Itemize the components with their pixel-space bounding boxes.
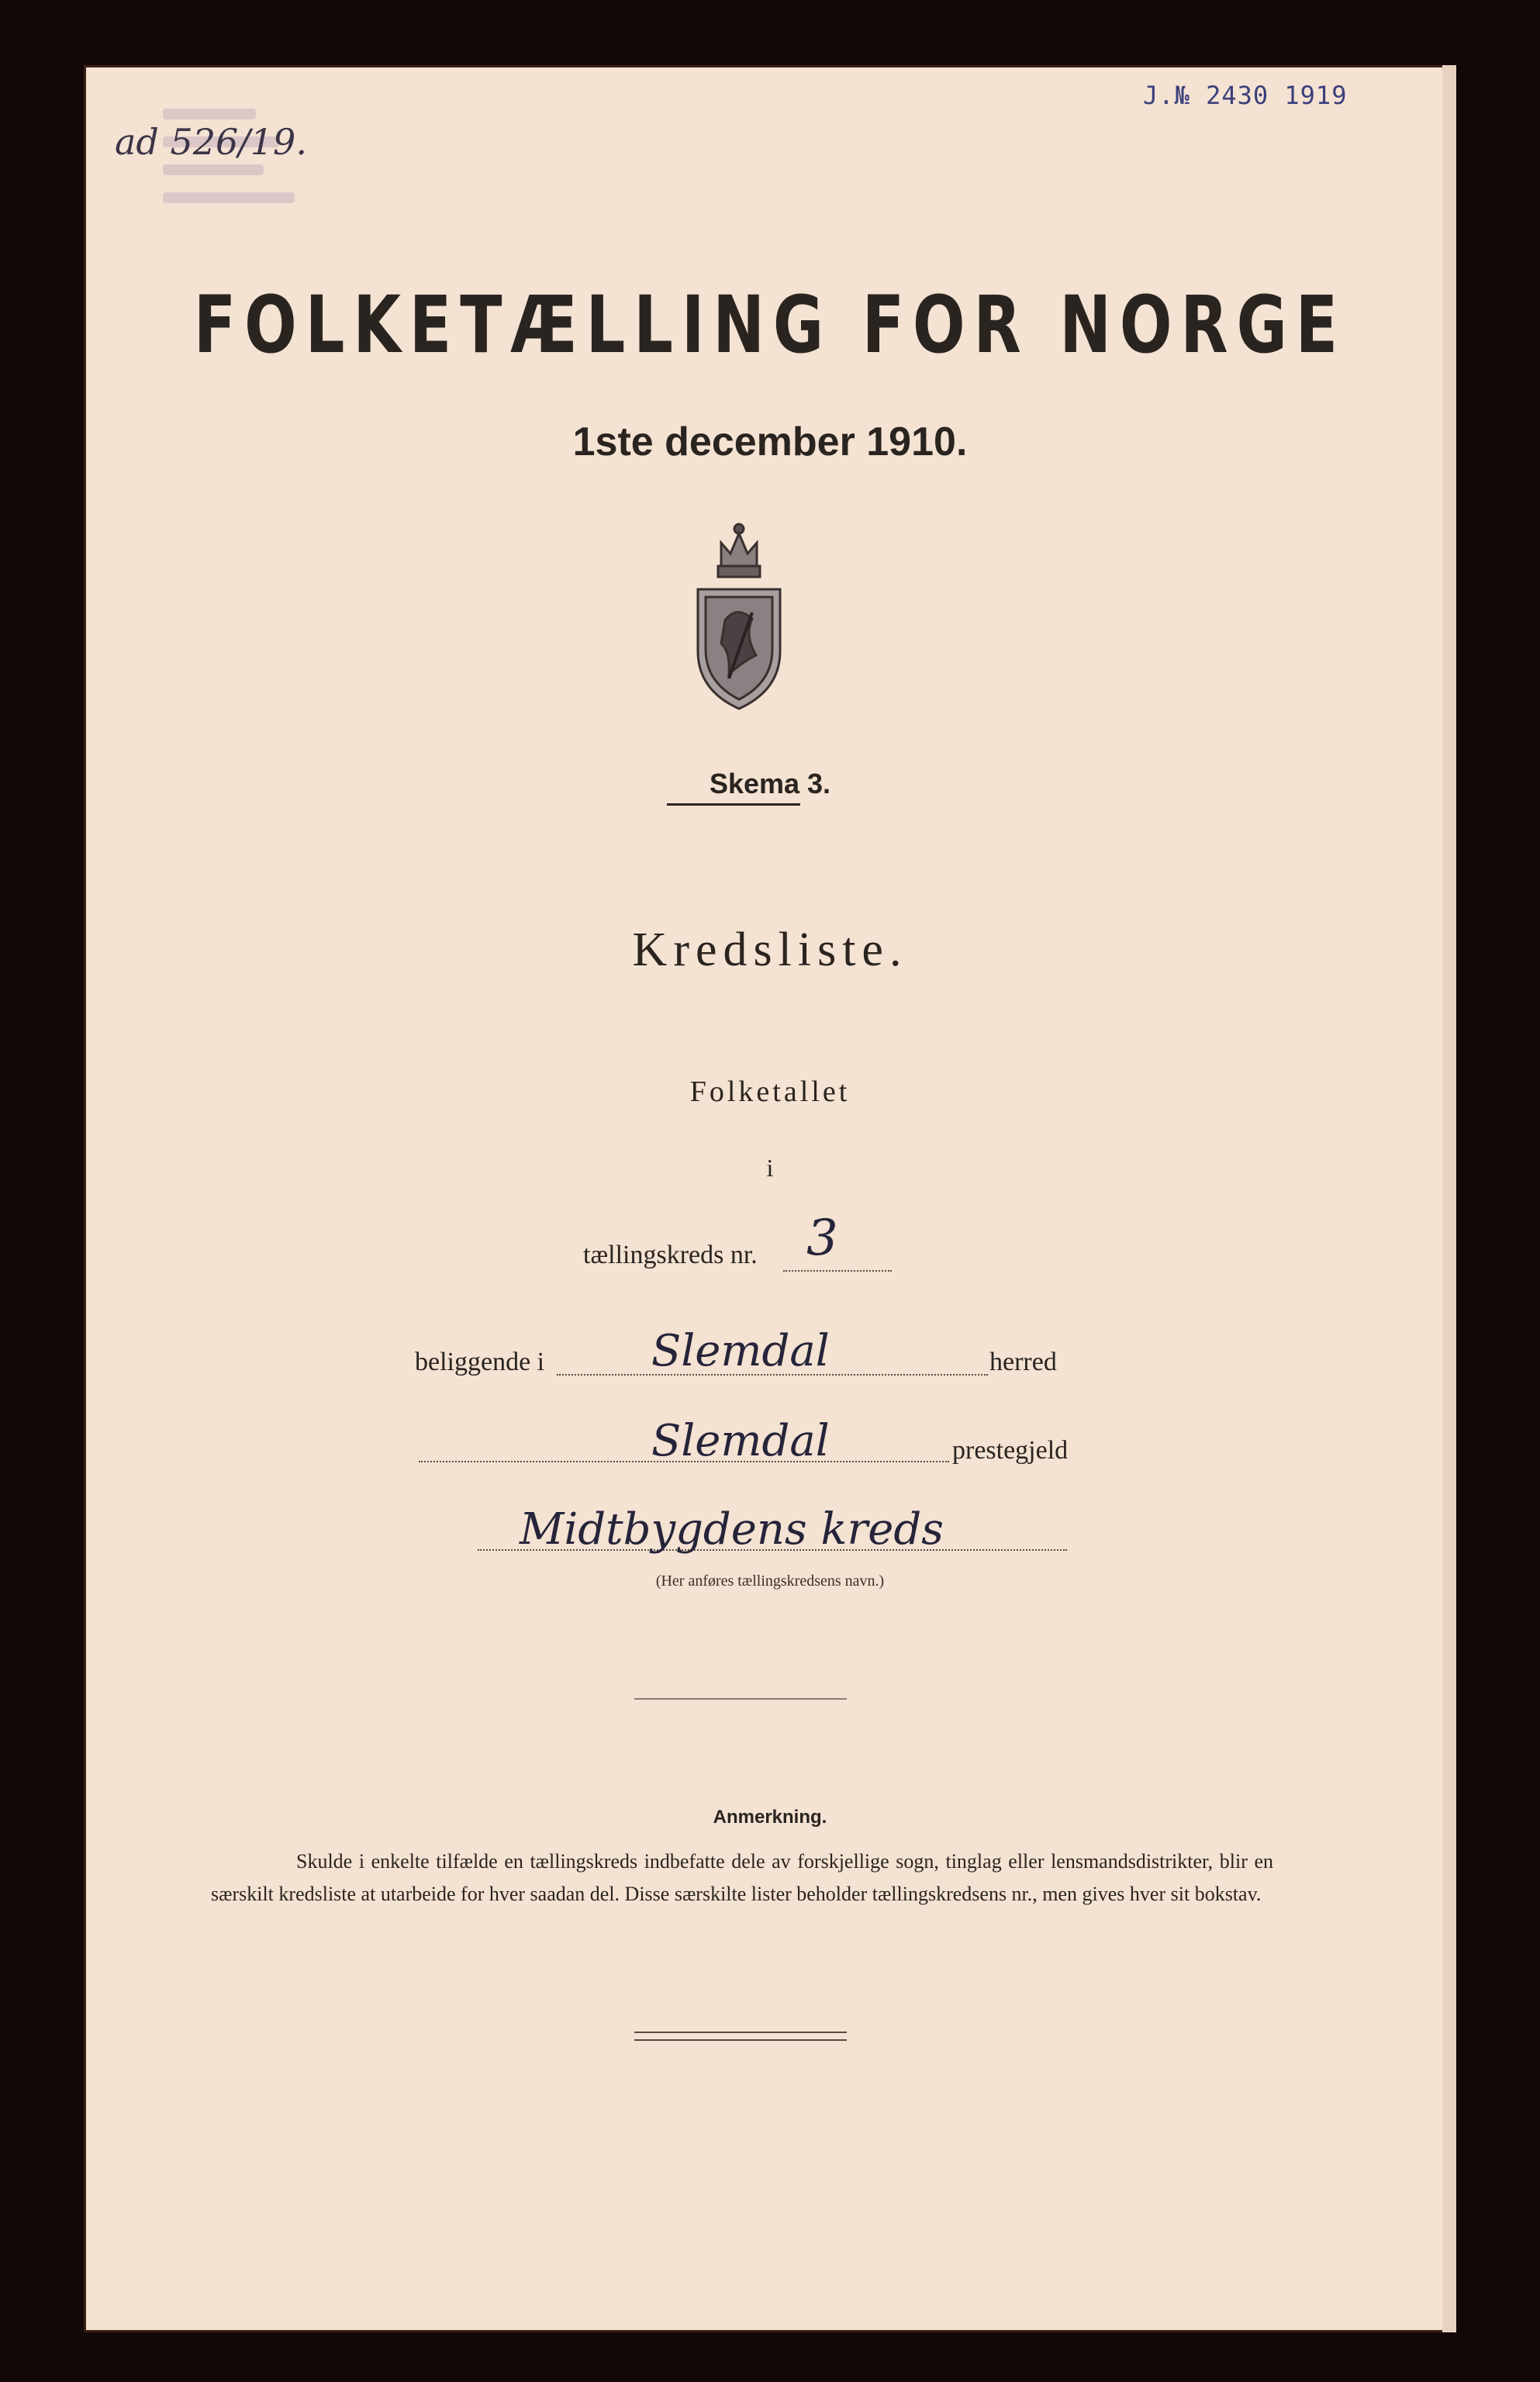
remark-paragraph: Skulde i enkelte tilfælde en tællingskreds indbefatte dele av forskjellige sogn, tinglag eller lensmandsdistrikter, blir en særskilt kredsliste at utarbeide for hver saadan del. Disse særskilte lister beholder tællingskredsens nr., men gives hver sit bokstav. [211,1850,1273,1905]
herred-label: herred [989,1348,1057,1376]
folketallet-label: Folketallet [689,1075,851,1108]
document-title: FOLKETÆLLING FOR NORGE [193,279,1347,371]
skema-number: Skema 3. [709,768,831,799]
kreds-number-value: 3 [806,1210,838,1267]
reference-note: ad 526/19. [115,121,307,163]
prestegjeld-label: prestegjeld [952,1436,1069,1465]
skema-underline [667,803,800,806]
kreds-name-value: Midtbygdens kreds [520,1504,944,1555]
document-page [84,65,1456,2332]
document-subtitle: Kredsliste. [632,923,908,976]
page-edge [1442,65,1456,2332]
remark-title: Anmerkning. [713,1807,827,1828]
prestegjeld-value: Slemdal [651,1416,830,1466]
kreds-number-dotline [783,1270,892,1272]
coat-of-arms-icon [682,520,796,712]
double-rule-bottom [634,2039,847,2041]
double-rule-top [634,2032,847,2033]
journal-number: J.№ 2430 1919 [1143,81,1348,110]
kreds-number-label: tællingskreds nr. [583,1241,758,1269]
remark-text [211,1845,1273,1911]
census-date: 1ste december 1910. [572,419,968,464]
i-label: i [766,1154,774,1182]
divider [634,1698,847,1700]
beliggende-label: beliggende i [415,1348,545,1376]
kreds-name-hint: (Her anføres tællingskredsens navn.) [655,1572,885,1590]
herred-value: Slemdal [651,1326,830,1376]
